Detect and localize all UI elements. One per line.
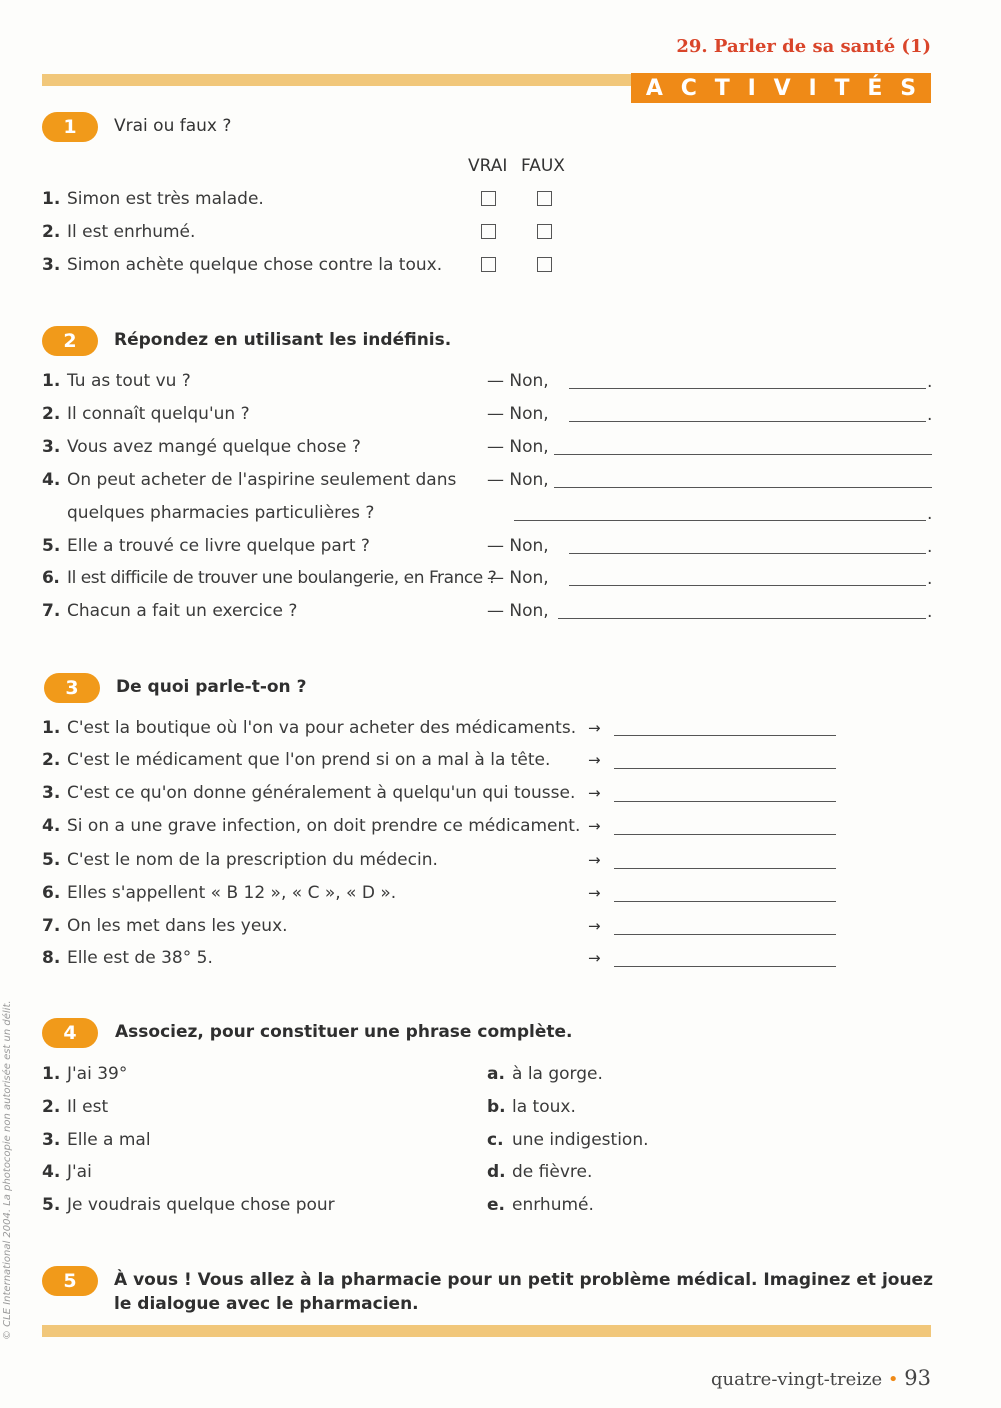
exercise-badge-4: 4 — [42, 1018, 98, 1048]
match-right-item — [487, 1130, 649, 1150]
answer-period: . — [927, 602, 933, 622]
item-text: Il connaît quelqu'un ? — [67, 404, 250, 424]
item-number: 4. — [42, 470, 61, 490]
item-text: Je voudrais quelque chose pour — [67, 1195, 335, 1215]
answer-line[interactable] — [569, 553, 926, 554]
answer-line[interactable] — [554, 454, 932, 455]
answer-line[interactable] — [614, 735, 836, 736]
item-text: Vous avez mangé quelque chose ? — [67, 437, 361, 457]
exercise-badge-3: 3 — [44, 673, 100, 703]
answer-prefix: — Non, — [487, 371, 549, 391]
list-item — [42, 536, 370, 556]
item-text: Il est difficile de trouver une boulangerie, en France ? — [67, 568, 497, 588]
answer-period: . — [927, 569, 933, 589]
page-title: 29. Parler de sa santé (1) — [676, 36, 931, 57]
item-number: 8. — [42, 948, 61, 968]
tab-letter: A — [645, 75, 663, 101]
faux-checkbox[interactable] — [537, 257, 552, 272]
answer-line[interactable] — [569, 421, 926, 422]
item-number: 2. — [42, 404, 61, 424]
arrow-icon: → — [588, 851, 601, 869]
item-text: Elles s'appellent « B 12 », « C », « D ». — [67, 883, 397, 903]
item-text: Il est enrhumé. — [67, 222, 196, 242]
copyright-notice: © CLE International 2004. La photocopie non autorisée est un délit. — [2, 1000, 13, 1340]
item-text: C'est ce qu'on donne généralement à quelqu'un qui tousse. — [67, 783, 576, 803]
item-letter: e. — [487, 1195, 505, 1215]
list-item — [42, 883, 396, 903]
item-number: 2. — [42, 222, 61, 242]
item-number: 6. — [42, 883, 61, 903]
activites-tab — [631, 73, 931, 103]
answer-line[interactable] — [569, 388, 926, 389]
exercise-instruction-5: À vous ! Vous allez à la pharmacie pour un petit problème médical. Imaginez et jouez le dialogue avec le pharmacien. — [114, 1270, 933, 1314]
tab-letter: S — [900, 75, 917, 101]
list-item — [42, 948, 213, 968]
item-number: 3. — [42, 255, 61, 275]
exercise-title-1: Vrai ou faux ? — [114, 116, 232, 136]
exercise-title-3: De quoi parle-t-on ? — [116, 677, 307, 697]
item-text: J'ai 39° — [67, 1064, 128, 1084]
list-item — [42, 783, 575, 803]
item-text: à la gorge. — [512, 1064, 603, 1084]
column-header-faux: FAUX — [521, 156, 565, 176]
match-left-item — [42, 1130, 151, 1150]
match-right-item — [487, 1064, 603, 1084]
arrow-icon: → — [588, 751, 601, 769]
answer-line[interactable] — [558, 618, 926, 619]
answer-period: . — [927, 504, 933, 524]
answer-prefix: — Non, — [487, 601, 549, 621]
answer-period: . — [927, 372, 933, 392]
item-number: 1. — [42, 371, 61, 391]
list-item — [42, 437, 361, 457]
list-item — [42, 568, 496, 588]
page-footer — [711, 1366, 931, 1390]
item-text: Si on a une grave infection, on doit prendre ce médicament. — [67, 816, 581, 836]
item-number: 7. — [42, 916, 61, 936]
list-item — [42, 222, 195, 242]
answer-period: . — [927, 537, 933, 557]
item-number: 6. — [42, 568, 60, 588]
bottom-decorative-band — [42, 1325, 931, 1337]
answer-line[interactable] — [614, 768, 836, 769]
item-text: une indigestion. — [512, 1130, 649, 1150]
match-right-item — [487, 1162, 592, 1182]
vrai-checkbox[interactable] — [481, 257, 496, 272]
item-text-continued: quelques pharmacies particulières ? — [67, 503, 375, 523]
bullet-separator: • — [887, 1369, 899, 1390]
item-text: Chacun a fait un exercice ? — [67, 601, 298, 621]
item-text: Elle a mal — [67, 1130, 151, 1150]
answer-line[interactable] — [514, 520, 926, 521]
arrow-icon: → — [588, 949, 601, 967]
answer-line[interactable] — [614, 834, 836, 835]
list-item — [42, 601, 297, 621]
faux-checkbox[interactable] — [537, 191, 552, 206]
item-text: Elle est de 38° 5. — [67, 948, 213, 968]
top-decorative-band — [42, 74, 632, 86]
exercise-title-4: Associez, pour constituer une phrase complète. — [115, 1022, 573, 1042]
item-number: 2. — [42, 750, 61, 770]
tab-letter: V — [773, 75, 791, 101]
tab-letter: C — [680, 75, 697, 101]
match-left-item — [42, 1195, 335, 1215]
item-text: On les met dans les yeux. — [67, 916, 288, 936]
item-number: 1. — [42, 189, 61, 209]
answer-period: . — [927, 405, 933, 425]
exercise-title-2: Répondez en utilisant les indéfinis. — [114, 330, 452, 350]
tab-letter: T — [714, 75, 730, 101]
item-text: Tu as tout vu ? — [67, 371, 191, 391]
match-right-item — [487, 1097, 576, 1117]
answer-line[interactable] — [614, 801, 836, 802]
item-text: la toux. — [512, 1097, 576, 1117]
answer-prefix: — Non, — [487, 404, 549, 424]
item-number: 3. — [42, 783, 61, 803]
item-text: enrhumé. — [512, 1195, 594, 1215]
item-number: 2. — [42, 1097, 61, 1117]
match-left-item — [42, 1097, 108, 1117]
item-letter: c. — [487, 1130, 504, 1150]
arrow-icon: → — [588, 719, 601, 737]
item-letter: d. — [487, 1162, 506, 1182]
item-text: de fièvre. — [512, 1162, 593, 1182]
item-text: Simon est très malade. — [67, 189, 264, 209]
vrai-checkbox[interactable] — [481, 191, 496, 206]
list-item — [42, 916, 288, 936]
answer-line[interactable] — [614, 901, 836, 902]
item-number: 4. — [42, 1162, 61, 1182]
item-number: 7. — [42, 601, 61, 621]
page-number-words: quatre-vingt-treize — [711, 1369, 883, 1390]
faux-checkbox[interactable] — [537, 224, 552, 239]
answer-prefix: — Non, — [487, 568, 549, 588]
exercise-badge-1: 1 — [42, 112, 98, 142]
answer-line[interactable] — [614, 868, 836, 869]
answer-prefix: — Non, — [487, 437, 549, 457]
answer-line[interactable] — [569, 585, 926, 586]
list-item — [42, 470, 456, 490]
tab-letter: T — [834, 75, 850, 101]
arrow-icon: → — [588, 917, 601, 935]
item-letter: b. — [487, 1097, 506, 1117]
answer-line[interactable] — [614, 966, 836, 967]
item-number: 5. — [42, 850, 61, 870]
list-item — [42, 718, 576, 738]
answer-prefix: — Non, — [487, 470, 549, 490]
item-number: 3. — [42, 1130, 61, 1150]
answer-prefix: — Non, — [487, 536, 549, 556]
list-item — [42, 371, 191, 391]
match-right-item — [487, 1195, 594, 1215]
arrow-icon: → — [588, 817, 601, 835]
exercise-badge-2: 2 — [42, 326, 98, 356]
list-item — [42, 189, 264, 209]
column-header-vrai: VRAI — [468, 156, 508, 176]
item-text: C'est le médicament que l'on prend si on a mal à la tête. — [67, 750, 551, 770]
item-number: 3. — [42, 437, 61, 457]
answer-line[interactable] — [614, 934, 836, 935]
item-text: Simon achète quelque chose contre la toux. — [67, 255, 443, 275]
tab-letter: I — [808, 75, 817, 101]
list-item — [42, 404, 250, 424]
item-text: J'ai — [67, 1162, 92, 1182]
match-left-item — [42, 1064, 127, 1084]
item-number: 5. — [42, 536, 61, 556]
vrai-checkbox[interactable] — [481, 224, 496, 239]
answer-line[interactable] — [554, 487, 932, 488]
page-number: 93 — [904, 1366, 931, 1390]
item-number: 1. — [42, 1064, 61, 1084]
item-text: Elle a trouvé ce livre quelque part ? — [67, 536, 370, 556]
item-letter: a. — [487, 1064, 505, 1084]
arrow-icon: → — [588, 784, 601, 802]
arrow-icon: → — [588, 884, 601, 902]
tab-letter: É — [867, 75, 883, 101]
match-left-item — [42, 1162, 92, 1182]
list-item — [42, 816, 580, 836]
item-number: 5. — [42, 1195, 61, 1215]
item-number: 4. — [42, 816, 61, 836]
item-number: 1. — [42, 718, 61, 738]
item-text: C'est le nom de la prescription du médecin. — [67, 850, 438, 870]
item-text: C'est la boutique où l'on va pour acheter des médicaments. — [67, 718, 577, 738]
item-text: On peut acheter de l'aspirine seulement dans — [67, 470, 457, 490]
list-item — [42, 850, 438, 870]
list-item — [42, 750, 550, 770]
tab-letter: I — [747, 75, 756, 101]
exercise-badge-5: 5 — [42, 1266, 98, 1296]
list-item — [42, 255, 442, 275]
item-text: Il est — [67, 1097, 109, 1117]
